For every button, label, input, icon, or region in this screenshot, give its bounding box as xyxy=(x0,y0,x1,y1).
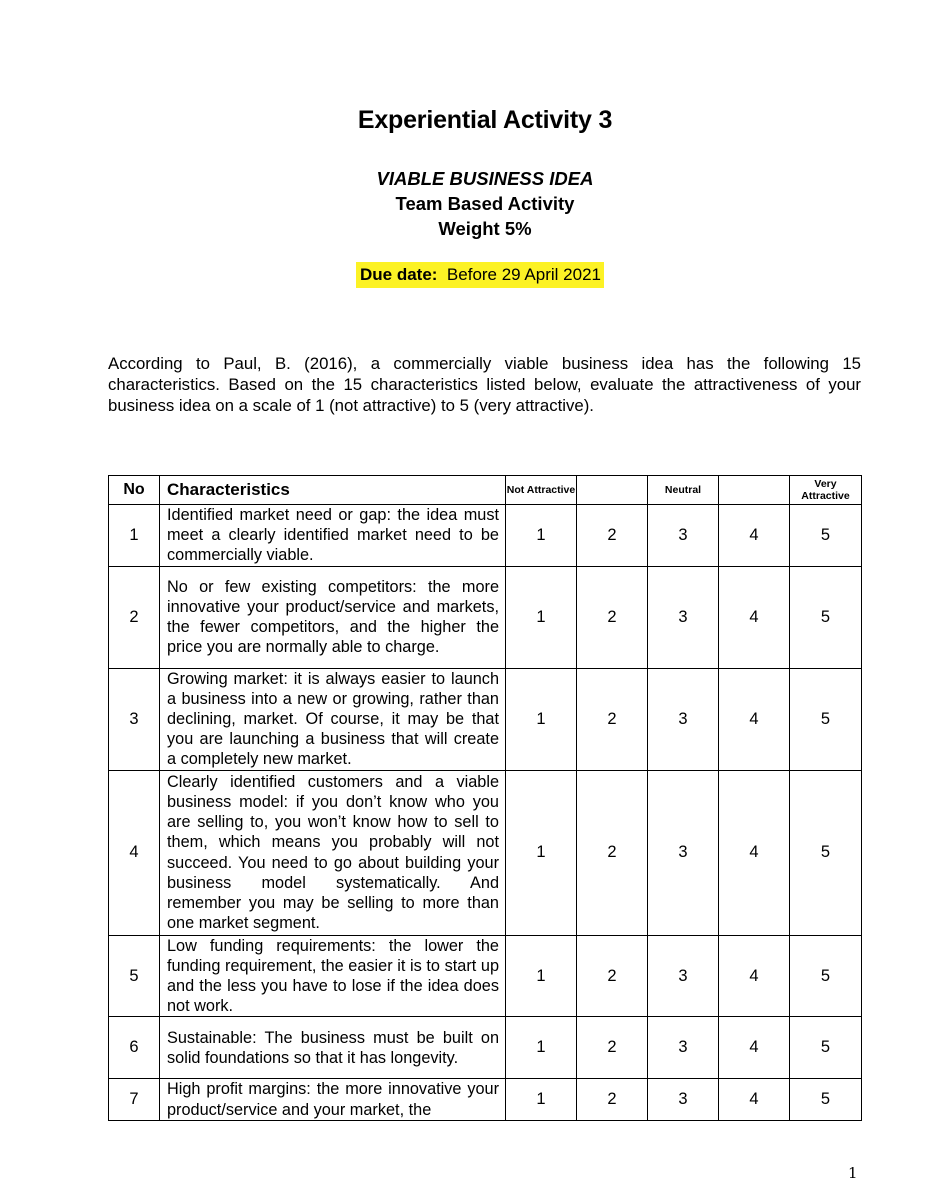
characteristic-text xyxy=(160,1079,506,1120)
table-row xyxy=(109,566,862,668)
rating-1[interactable]: 1 xyxy=(506,1017,577,1079)
table-row xyxy=(109,1079,862,1120)
header-very-attractive: Very Attractive xyxy=(790,476,862,505)
due-date-value: Before 29 April 2021 xyxy=(446,265,601,284)
characteristic-text xyxy=(160,668,506,770)
rating-5[interactable]: 5 xyxy=(790,770,862,935)
characteristic-label: Identified market need or gap: the idea must meet a clearly identified market need to be commercially viable. xyxy=(167,506,499,565)
page-number: 1 xyxy=(848,1164,858,1182)
row-number: 5 xyxy=(109,935,160,1017)
characteristic-text xyxy=(160,505,506,567)
characteristic-label: No or few existing competitors: the more innovative your product/service and markets, the fewer competitors, and the higher the price you are normally able to charge. xyxy=(167,577,499,657)
rating-1[interactable]: 1 xyxy=(506,770,577,935)
rating-3[interactable]: 3 xyxy=(648,1079,719,1120)
rating-1[interactable]: 1 xyxy=(506,505,577,567)
rating-2[interactable]: 2 xyxy=(577,1079,648,1120)
row-number: 6 xyxy=(109,1017,160,1079)
rating-4[interactable]: 4 xyxy=(719,566,790,668)
header-no: No xyxy=(109,476,160,505)
rating-5[interactable]: 5 xyxy=(790,1017,862,1079)
weight-label: Weight 5% xyxy=(438,218,532,239)
rating-3[interactable]: 3 xyxy=(648,935,719,1017)
row-number: 7 xyxy=(109,1079,160,1120)
rating-4[interactable]: 4 xyxy=(719,668,790,770)
table-header-row xyxy=(109,476,862,505)
characteristic-label: Growing market: it is always easier to launch a business into a new or growing, rather than declining, market. Of course, it may be that you are launching a business that will create a completely new market. xyxy=(167,669,499,769)
row-number: 3 xyxy=(109,668,160,770)
rating-5[interactable]: 5 xyxy=(790,935,862,1017)
rating-2[interactable]: 2 xyxy=(577,1017,648,1079)
rating-1[interactable]: 1 xyxy=(506,1079,577,1120)
rating-1[interactable]: 1 xyxy=(506,668,577,770)
characteristic-text xyxy=(160,935,506,1017)
row-number: 4 xyxy=(109,770,160,935)
rating-4[interactable]: 4 xyxy=(719,935,790,1017)
table-row xyxy=(109,1017,862,1079)
table-row xyxy=(109,668,862,770)
table-row xyxy=(109,770,862,935)
rating-3[interactable]: 3 xyxy=(648,505,719,567)
characteristic-text xyxy=(160,1017,506,1079)
due-date-highlight xyxy=(356,262,604,288)
header-neutral: Neutral xyxy=(648,476,719,505)
header-not-attractive: Not Attractive xyxy=(506,476,577,505)
rating-2[interactable]: 2 xyxy=(577,770,648,935)
due-date-label: Due date: xyxy=(360,265,438,284)
rating-4[interactable]: 4 xyxy=(719,505,790,567)
rating-1[interactable]: 1 xyxy=(506,935,577,1017)
table-row xyxy=(109,935,862,1017)
characteristic-text xyxy=(160,770,506,935)
rating-5[interactable]: 5 xyxy=(790,505,862,567)
characteristics-table xyxy=(108,475,862,1121)
rating-2[interactable]: 2 xyxy=(577,935,648,1017)
document-title: Experiential Activity 3 xyxy=(357,106,613,134)
activity-subtitle: VIABLE BUSINESS IDEA xyxy=(376,168,594,189)
team-label: Team Based Activity xyxy=(395,193,575,214)
rating-3[interactable]: 3 xyxy=(648,566,719,668)
row-number: 1 xyxy=(109,505,160,567)
table-row xyxy=(109,505,862,567)
rating-5[interactable]: 5 xyxy=(790,566,862,668)
rating-1[interactable]: 1 xyxy=(506,566,577,668)
rating-3[interactable]: 3 xyxy=(648,1017,719,1079)
header-scale-2 xyxy=(577,476,648,505)
rating-3[interactable]: 3 xyxy=(648,770,719,935)
rating-5[interactable]: 5 xyxy=(790,1079,862,1120)
characteristic-label: Clearly identified customers and a viable business model: if you don’t know who you are selling to, you won’t know how to sell to them, which means you probably will not succeed. You need to go about building your business model systematically. And remember you may be selling to more than one market segment. xyxy=(167,772,499,933)
rating-2[interactable]: 2 xyxy=(577,505,648,567)
characteristic-label: High profit margins: the more innovative your product/service and your market, the xyxy=(167,1080,499,1119)
rating-3[interactable]: 3 xyxy=(648,668,719,770)
characteristic-label: Low funding requirements: the lower the funding requirement, the easier it is to start up and the less you have to lose if the idea does not work. xyxy=(167,936,499,1016)
characteristic-text xyxy=(160,566,506,668)
header-characteristics: Characteristics xyxy=(160,476,506,505)
rating-2[interactable]: 2 xyxy=(577,566,648,668)
rating-2[interactable]: 2 xyxy=(577,668,648,770)
rating-4[interactable]: 4 xyxy=(719,1079,790,1120)
rating-4[interactable]: 4 xyxy=(719,1017,790,1079)
characteristic-label: Sustainable: The business must be built on solid foundations so that it has longevity. xyxy=(167,1028,499,1067)
row-number: 2 xyxy=(109,566,160,668)
intro-paragraph: According to Paul, B. (2016), a commercially viable business idea has the following 15 characteristics. Based on the 15 characteristics listed below, evaluate the attractiveness of your business idea on a scale of 1 (not attractive) to 5 (very attractive). xyxy=(108,354,861,415)
rating-4[interactable]: 4 xyxy=(719,770,790,935)
header-scale-4 xyxy=(719,476,790,505)
rating-5[interactable]: 5 xyxy=(790,668,862,770)
